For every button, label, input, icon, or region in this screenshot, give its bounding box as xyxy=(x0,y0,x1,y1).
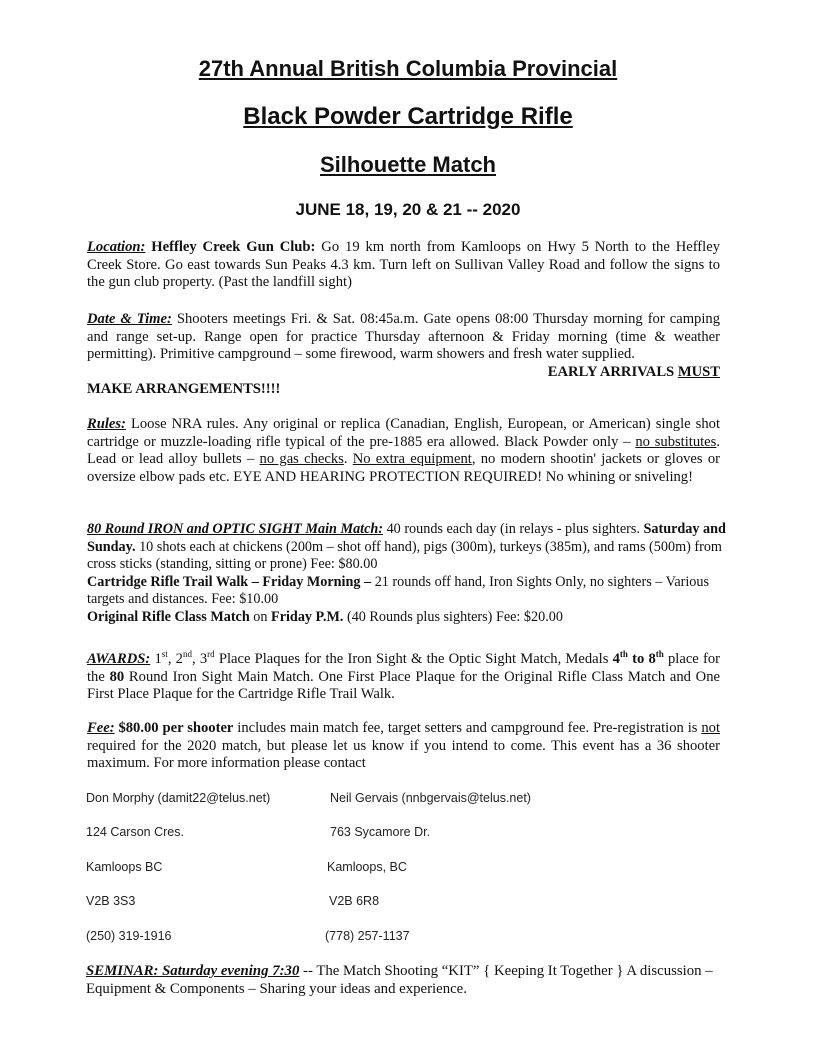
seminar-label: SEMINAR: Saturday evening 7:30 xyxy=(86,963,300,979)
early-arrivals-must: MUST xyxy=(677,363,720,380)
rules-text-4: , no modern shootin' jackets or gloves or oversize elbow pads etc. EYE AND HEARING PROTECTION REQUIRED! No whining or sniveling! xyxy=(87,451,720,485)
original-rifle-line xyxy=(87,609,727,627)
fee-amount: $80.00 per shooter xyxy=(114,720,234,736)
awards-text-2: place for the xyxy=(87,651,721,685)
contact-left-city: Kamloops BC xyxy=(86,860,163,874)
contact-right-street: 763 Sycamore Dr. xyxy=(330,825,431,839)
rules-text-3: . xyxy=(343,451,353,468)
contact-left-phone: (250) 319-1916 xyxy=(86,929,172,943)
rules-text-2: . Lead or lead alloy bullets – xyxy=(87,433,720,468)
place-4-suffix: th xyxy=(619,649,628,660)
trail-walk-line xyxy=(87,574,727,609)
fee-label: Fee: xyxy=(87,720,115,736)
event-title-line3: Silhouette Match xyxy=(319,152,496,177)
place-1-suffix: st xyxy=(161,649,168,660)
awards-paragraph: AWARDS: 1st, 2nd, 3rd Place Plaques for the Iron Sight & the Optic Sight Match, Medals 4th to 8th place for the 80 Round Iron Sight Main Match. One First Place Plaque for the Original Rifle Class Match and One First Place Plaque for the Cartridge Rifle Trail Walk. xyxy=(87,649,721,703)
place-2-suffix: nd xyxy=(182,649,192,660)
place-3: 3 xyxy=(199,651,208,667)
rules-paragraph xyxy=(87,416,720,486)
rules-no-gas-checks: no gas checks xyxy=(259,451,344,468)
place-8: 8 xyxy=(648,651,656,667)
place-3-suffix: rd xyxy=(207,649,215,660)
early-arrivals-note xyxy=(548,364,720,382)
awards-label xyxy=(87,651,150,667)
contact-left-street: 124 Carson Cres. xyxy=(86,825,184,839)
contact-right-name: Neil Gervais (nnbgervais@telus.net) xyxy=(330,791,531,805)
original-rifle-when: Friday P.M. xyxy=(271,608,344,625)
date-time-text: Shooters meetings Fri. & Sat. 08:45a.m. Gate opens 08:00 Thursday morning for camping and range set-up. Range open for practice Thursday afternoon & Friday morning (time & weather permitting). Primitive campground – some firewood, warm showers and fresh water supplied. xyxy=(87,311,720,363)
awards-text-1: Place Plaques for the Iron Sight & the Optic Sight Match xyxy=(214,651,558,667)
seminar-text: -- The Match Shooting “KIT” { Keeping It Together } A discussion – Equipment & Components – Sharing your ideas and experience. xyxy=(86,963,713,997)
original-rifle-text: (40 Rounds plus sighters) Fee: $20.00 xyxy=(343,608,563,625)
contact-left-postal: V2B 3S3 xyxy=(86,894,136,908)
fee-text-1: includes main match fee, target setters and campground fee. Pre-registration is xyxy=(233,720,702,736)
event-title-line2: Black Powder Cartridge Rifle xyxy=(243,103,573,130)
rules-text-1: Loose NRA rules. Any original or replica (Canadian, English, European, or American) single shot cartridge or muzzle-loading rifle typical of the pre-1885 era allowed. Black Powder only – xyxy=(87,416,720,450)
location-directions: Go 19 km north from Kamloops on Hwy 5 North to the Heffley Creek Store. Go east towards Sun Peaks 4.3 km. Turn left on Sullivan Valley Road and follow the signs to the gun club property. (Past the landfill sight) xyxy=(87,239,720,291)
place-1: 1 xyxy=(154,651,162,667)
place-8-suffix: th xyxy=(655,649,664,660)
event-dates: JUNE 18, 19, 20 & 21 -- 2020 xyxy=(295,200,521,219)
contact-left-name: Don Morphy (damit22@telus.net) xyxy=(86,791,271,805)
awards-text-1b: , Medals xyxy=(557,651,613,667)
place-2: 2 xyxy=(175,651,183,667)
date-time-label: Date & Time: xyxy=(87,311,172,327)
trail-walk-label: Cartridge Rifle Trail Walk – Friday Morning – xyxy=(87,573,372,590)
main-match-paragraph xyxy=(87,521,727,627)
seminar-paragraph xyxy=(86,962,736,998)
event-title-line1: 27th Annual British Columbia Provincial xyxy=(198,56,618,81)
contact-right-postal: V2B 6R8 xyxy=(329,894,380,908)
date-time-paragraph xyxy=(87,311,720,399)
club-name: Heffley Creek Gun Club: xyxy=(151,239,316,255)
main-match-label: 80 Round IRON and OPTIC SIGHT Main Match: xyxy=(87,521,384,537)
contact-right-city: Kamloops, BC xyxy=(327,860,407,874)
awards-text-3: Round Iron Sight Main Match. One First Place Plaque for the Original Rifle Class Match and One First Place Plaque for the Cartridge Rifle Trail Walk. xyxy=(87,668,720,703)
rules-label: Rules: xyxy=(87,416,126,432)
fee-paragraph xyxy=(87,720,720,773)
fee-text-2: required for the 2020 match, but please let us know if you intend to come. This event has a 36 shooter maximum. For more information please contact xyxy=(87,737,720,772)
rules-no-extra-equipment: No extra equipment xyxy=(352,451,472,468)
place-4: 4 xyxy=(612,651,620,667)
awards-to: to xyxy=(627,651,649,667)
make-arrangements: MAKE ARRANGEMENTS!!!! xyxy=(87,381,281,398)
early-arrivals-text: EARLY ARRIVALS xyxy=(547,363,678,380)
main-match-text-1: 40 rounds each day (in relays - plus sighters. xyxy=(383,521,644,537)
location-label: Location: xyxy=(87,239,146,255)
main-match-text-2: 10 shots each at chickens (200m – shot off hand), pigs (300m), turkeys (385m), and rams (500m) from cross sticks (standing, sitting or prone) Fee: $80.00 xyxy=(87,538,722,573)
original-rifle-label: Original Rifle Class Match xyxy=(87,608,250,625)
original-rifle-on: on xyxy=(249,608,272,625)
awards-label-text: AWARDS: xyxy=(87,651,151,667)
trail-walk-text: 21 rounds off hand, Iron Sights Only, no sighters – Various targets and distances. Fee: $10.00 xyxy=(87,573,709,608)
contact-right-phone: (778) 257-1137 xyxy=(325,929,410,943)
main-match-days: Saturday and Sunday. xyxy=(87,521,726,555)
rules-no-substitutes: no substitutes xyxy=(635,433,717,450)
fee-not: not xyxy=(701,720,720,736)
location-paragraph xyxy=(87,239,720,292)
awards-80: 80 xyxy=(109,668,125,685)
